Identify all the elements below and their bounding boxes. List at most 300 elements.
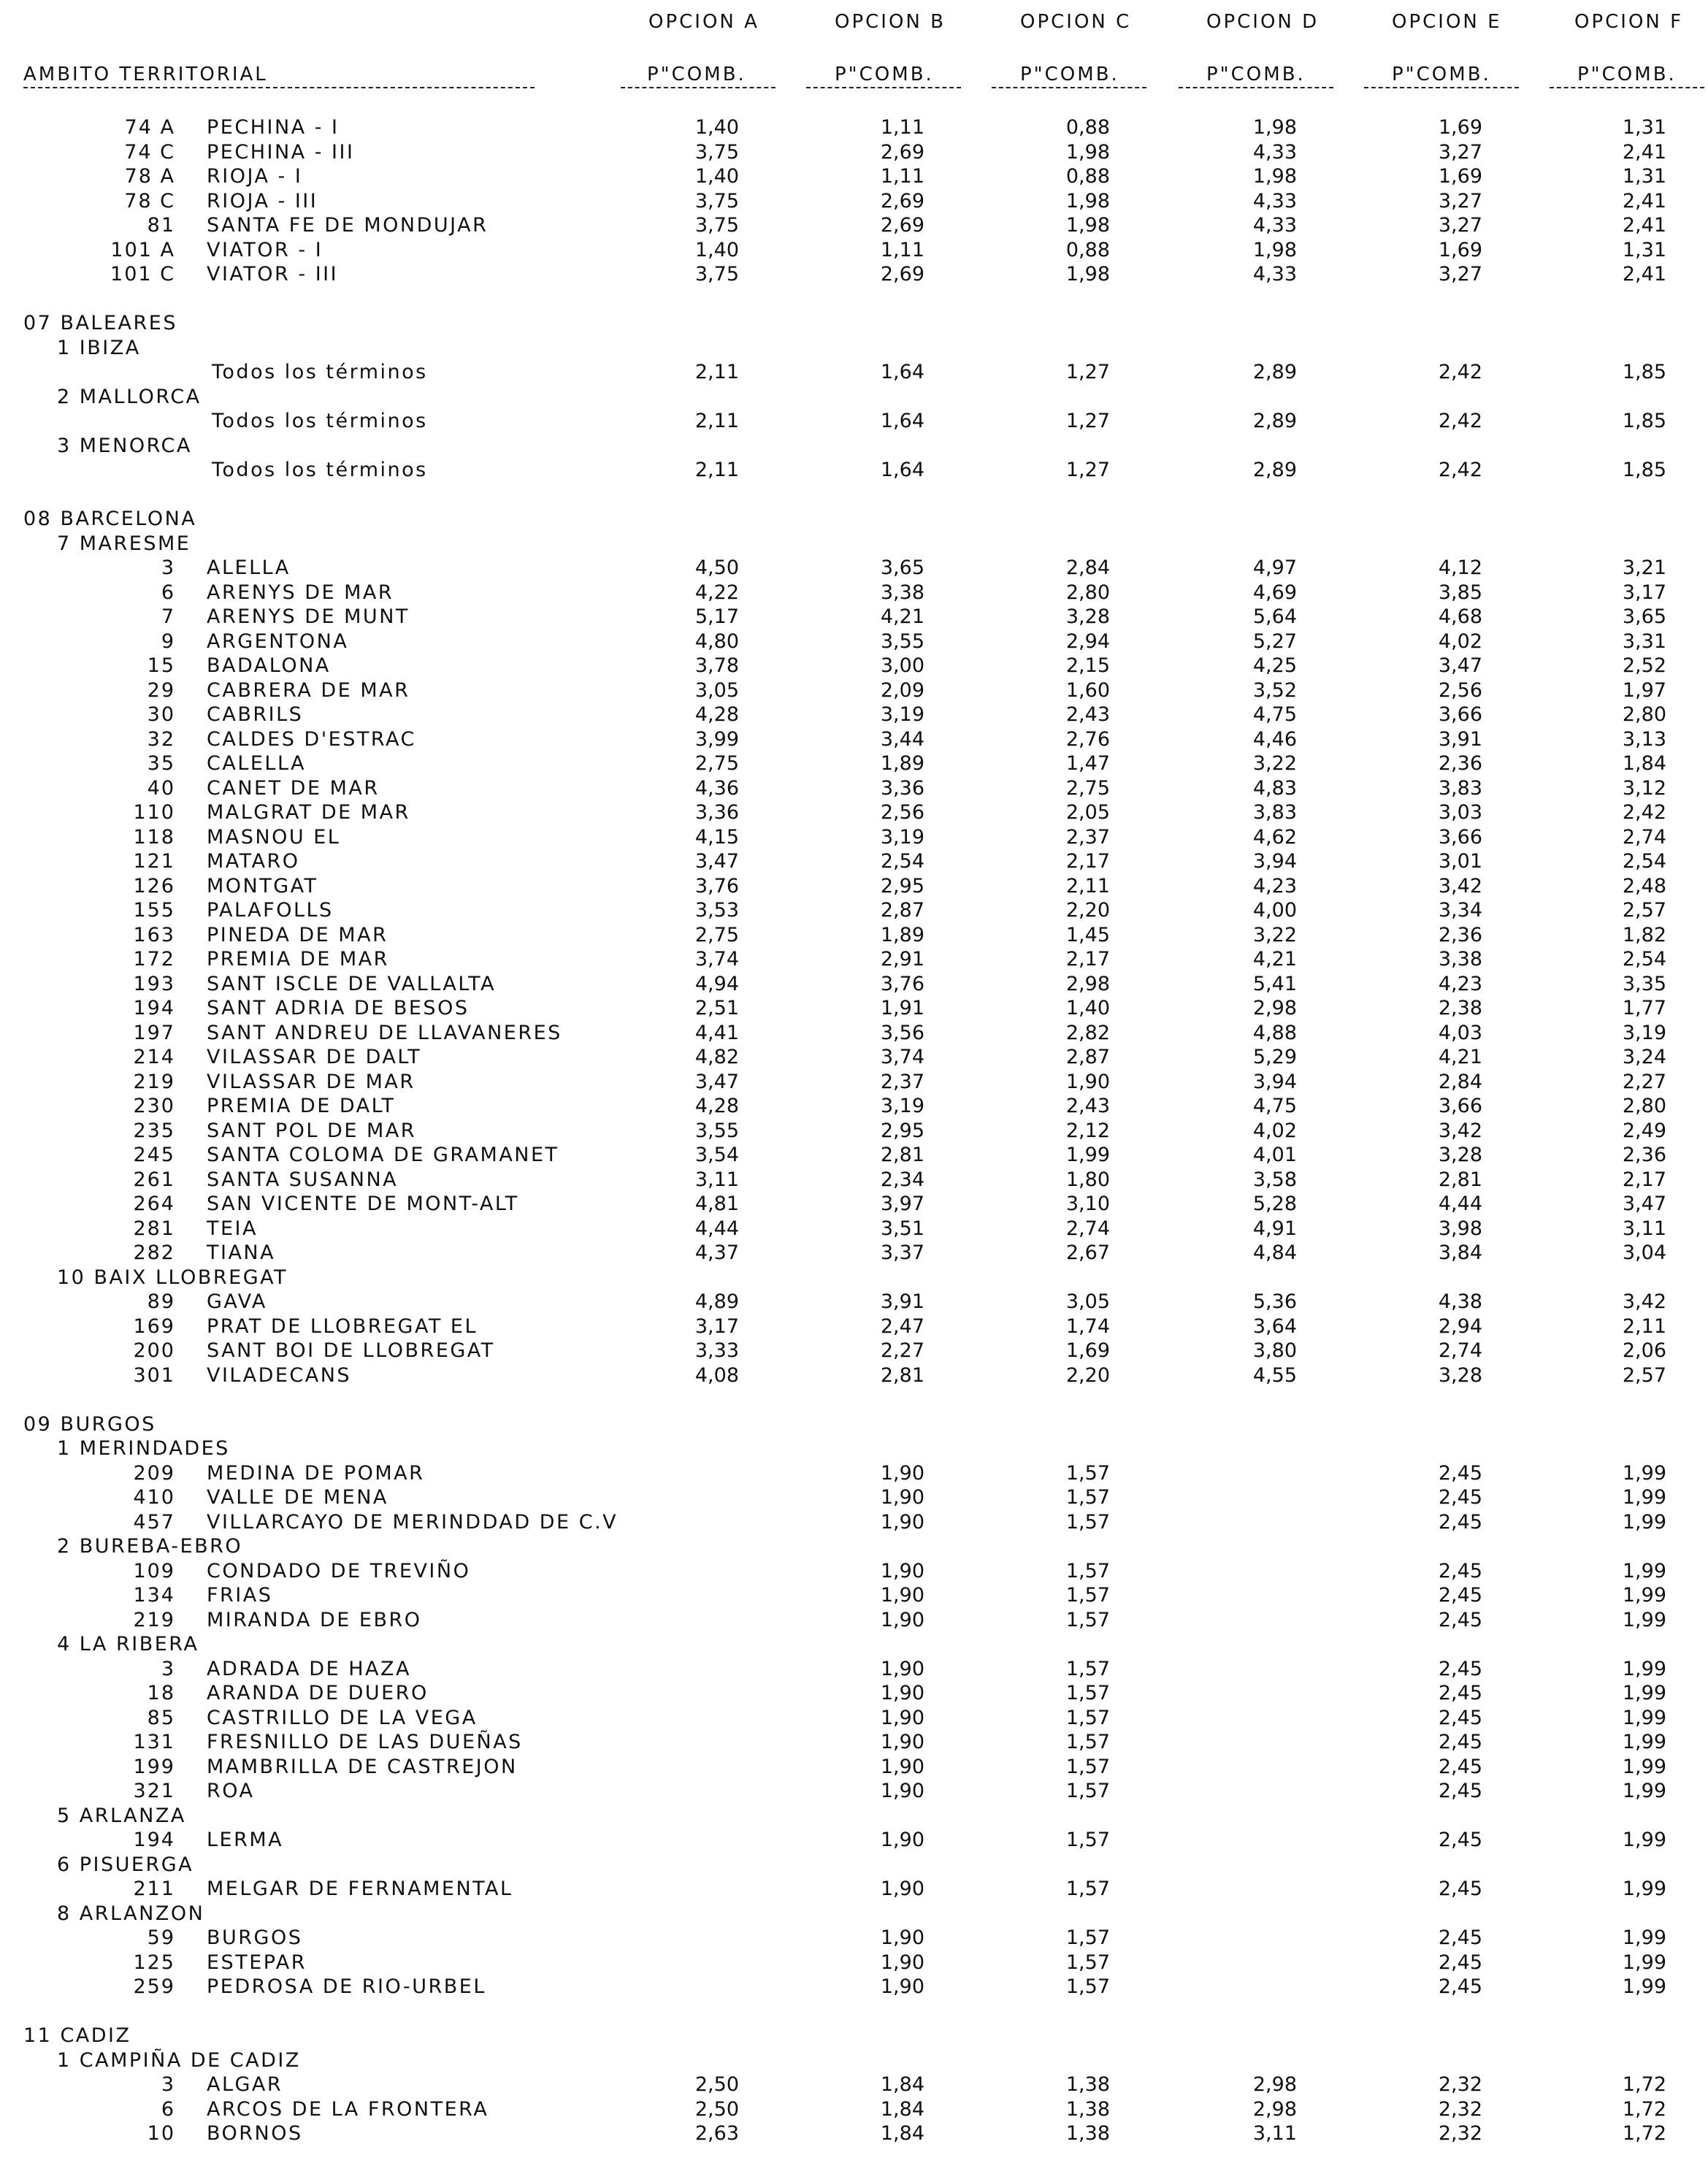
value-option-c: 1,57	[1065, 1706, 1110, 1729]
value-option-d: 2,98	[1252, 997, 1297, 1019]
municipality-name: CONDADO DE TREVIÑO	[207, 1559, 471, 1582]
value-option-b: 1,90	[880, 1780, 924, 1802]
municipality-code: 78 C	[124, 189, 175, 213]
value-option-e: 3,98	[1438, 1217, 1482, 1240]
value-option-f: 2,49	[1622, 1119, 1666, 1142]
municipality-name: BURGOS	[207, 1926, 303, 1949]
value-option-c: 1,60	[1065, 678, 1110, 702]
value-option-c: 1,57	[1065, 1461, 1110, 1485]
table-row	[0, 1094, 1708, 1119]
value-option-a: 1,40	[694, 238, 739, 261]
comarca-heading	[0, 1266, 1708, 1290]
table-row	[0, 238, 1708, 263]
value-option-e: 4,68	[1438, 605, 1482, 628]
municipality-name: CANET DE MAR	[207, 776, 380, 800]
value-option-d: 4,00	[1252, 899, 1297, 922]
table-row	[0, 776, 1708, 801]
municipality-name: PECHINA - III	[207, 140, 355, 164]
section-gap	[0, 1388, 1708, 1412]
value-option-f: 1,31	[1622, 238, 1666, 261]
municipality-name: GAVA	[207, 1290, 267, 1313]
value-option-e: 2,45	[1438, 1559, 1482, 1582]
value-option-b: 3,91	[880, 1290, 924, 1313]
value-option-f: 3,47	[1622, 1193, 1666, 1215]
option-e-header: OPCION E	[1392, 11, 1502, 33]
value-option-f: 3,24	[1622, 1046, 1666, 1068]
value-option-c: 2,17	[1065, 948, 1110, 971]
value-option-b: 1,90	[880, 1706, 924, 1729]
header-divider	[806, 87, 961, 88]
value-option-f: 2,06	[1622, 1339, 1666, 1362]
municipality-name: BORNOS	[207, 2122, 303, 2145]
value-option-d: 4,75	[1252, 703, 1297, 726]
header-divider	[1550, 87, 1704, 88]
municipality-name: ALELLA	[207, 556, 291, 579]
value-option-f: 2,80	[1622, 703, 1666, 726]
municipality-code: 40	[147, 776, 175, 800]
value-option-f: 3,31	[1622, 629, 1666, 653]
pcomb-e-header: P"COMB.	[1392, 64, 1491, 85]
municipality-name: MELGAR DE FERNAMENTAL	[207, 1878, 513, 1900]
value-option-d: 4,88	[1252, 1021, 1297, 1044]
municipality-name: SANTA FE DE MONDUJAR	[207, 214, 489, 237]
municipality-code: 3	[161, 556, 175, 579]
value-option-d: 5,41	[1252, 972, 1297, 995]
municipality-code: 193	[133, 972, 175, 995]
value-option-b: 2,95	[880, 1119, 924, 1142]
value-option-e: 2,36	[1438, 752, 1482, 775]
value-option-f: 1,31	[1622, 116, 1666, 139]
value-option-d: 4,01	[1252, 1144, 1297, 1166]
table-row	[0, 1975, 1708, 1999]
municipality-name: SANTA SUSANNA	[207, 1168, 399, 1191]
value-option-c: 1,27	[1065, 459, 1110, 481]
value-option-a: 4,81	[694, 1193, 739, 1215]
table-row	[0, 189, 1708, 214]
municipality-code: 134	[133, 1584, 175, 1607]
value-option-a: 4,28	[694, 1095, 739, 1117]
value-option-c: 2,84	[1065, 556, 1110, 579]
value-option-b: 3,19	[880, 703, 924, 726]
value-option-c: 1,98	[1065, 140, 1110, 164]
municipality-name: PRAT DE LLOBREGAT EL	[207, 1314, 478, 1338]
table-row	[0, 849, 1708, 874]
value-option-d: 4,84	[1252, 1241, 1297, 1264]
pcomb-d-header: P"COMB.	[1206, 64, 1306, 85]
municipality-code: 32	[147, 727, 175, 751]
comarca-label: 2 MALLORCA	[57, 385, 202, 408]
value-option-a: 4,82	[694, 1046, 739, 1068]
value-option-f: 2,17	[1622, 1168, 1666, 1191]
value-option-e: 3,34	[1438, 899, 1482, 922]
value-option-a: 3,05	[694, 678, 739, 702]
value-option-b: 2,87	[880, 899, 924, 922]
comarca-heading	[0, 1853, 1708, 1878]
municipality-name: MATARO	[207, 850, 300, 873]
table-row	[0, 1681, 1708, 1706]
value-option-f: 2,74	[1622, 825, 1666, 849]
value-option-a: 3,33	[694, 1339, 739, 1362]
value-option-d: 5,29	[1252, 1046, 1297, 1068]
value-option-f: 2,41	[1622, 189, 1666, 213]
municipality-code: 85	[147, 1706, 175, 1729]
data-table	[0, 115, 1708, 2146]
municipality-code: 121	[133, 850, 175, 873]
value-option-a: 3,78	[694, 654, 739, 677]
value-option-e: 2,42	[1438, 459, 1482, 481]
table-row	[0, 2072, 1708, 2097]
value-option-b: 1,90	[880, 1829, 924, 1851]
value-option-b: 2,69	[880, 140, 924, 164]
table-row	[0, 1045, 1708, 1070]
comarca-heading	[0, 1804, 1708, 1829]
table-row	[0, 1755, 1708, 1780]
value-option-e: 2,45	[1438, 1608, 1482, 1631]
value-option-d: 4,21	[1252, 948, 1297, 971]
header-divider	[1364, 87, 1519, 88]
value-option-c: 2,94	[1065, 629, 1110, 653]
value-option-a: 3,47	[694, 1070, 739, 1093]
value-option-f: 1,99	[1622, 1829, 1666, 1851]
value-option-c: 2,17	[1065, 850, 1110, 873]
value-option-d: 5,28	[1252, 1193, 1297, 1215]
municipality-code: 6	[161, 2097, 175, 2121]
municipality-name: Todos los términos	[212, 459, 428, 481]
table-row	[0, 1828, 1708, 1853]
municipality-name: MALGRAT DE MAR	[207, 801, 410, 824]
value-option-b: 1,11	[880, 116, 924, 139]
municipality-name: CASTRILLO DE LA VEGA	[207, 1706, 478, 1729]
value-option-a: 2,50	[694, 2097, 739, 2121]
header-divider	[992, 87, 1146, 88]
value-option-b: 1,90	[880, 1486, 924, 1509]
value-option-e: 2,45	[1438, 1682, 1482, 1704]
value-option-b: 3,65	[880, 556, 924, 579]
municipality-code: 101 A	[110, 238, 175, 261]
value-option-e: 3,28	[1438, 1363, 1482, 1387]
option-b-header: OPCION B	[835, 11, 946, 33]
value-option-f: 2,41	[1622, 263, 1666, 286]
table-row	[0, 140, 1708, 165]
value-option-a: 4,80	[694, 629, 739, 653]
value-option-b: 1,90	[880, 1975, 924, 1998]
value-option-b: 2,69	[880, 263, 924, 286]
table-row	[0, 1070, 1708, 1095]
table-row	[0, 629, 1708, 654]
comarca-label: 2 BUREBA-EBRO	[57, 1535, 243, 1558]
value-option-f: 2,54	[1622, 948, 1666, 971]
comarca-heading	[0, 1436, 1708, 1461]
value-option-b: 3,19	[880, 1095, 924, 1117]
value-option-c: 2,37	[1065, 825, 1110, 849]
value-option-d: 4,62	[1252, 825, 1297, 849]
value-option-c: 2,11	[1065, 874, 1110, 897]
value-option-f: 1,99	[1622, 1780, 1666, 1802]
value-option-b: 3,44	[880, 727, 924, 751]
value-option-f: 1,85	[1622, 459, 1666, 481]
section-gap	[0, 483, 1708, 508]
value-option-d: 1,98	[1252, 116, 1297, 139]
value-option-a: 1,40	[694, 116, 739, 139]
municipality-name: MAMBRILLA DE CASTREJON	[207, 1755, 518, 1778]
table-row	[0, 1730, 1708, 1755]
municipality-name: ROA	[207, 1780, 255, 1802]
municipality-code: 172	[133, 948, 175, 971]
value-option-b: 1,90	[880, 1559, 924, 1582]
municipality-code: 209	[133, 1461, 175, 1485]
table-row	[0, 2097, 1708, 2122]
value-option-b: 1,90	[880, 1584, 924, 1607]
municipality-code: 10	[147, 2122, 175, 2145]
municipality-code: 219	[133, 1608, 175, 1631]
value-option-d: 4,25	[1252, 654, 1297, 677]
value-option-f: 1,99	[1622, 1975, 1666, 1998]
value-option-e: 3,83	[1438, 776, 1482, 800]
value-option-f: 2,80	[1622, 1095, 1666, 1117]
municipality-name: TIANA	[207, 1241, 276, 1264]
municipality-name: PALAFOLLS	[207, 899, 334, 922]
municipality-code: 131	[133, 1731, 175, 1753]
value-option-e: 2,32	[1438, 2097, 1482, 2121]
municipality-name: BADALONA	[207, 654, 331, 677]
comarca-label: 6 PISUERGA	[57, 1853, 194, 1876]
value-option-c: 1,27	[1065, 410, 1110, 432]
value-option-c: 1,57	[1065, 1755, 1110, 1778]
value-option-f: 2,57	[1622, 899, 1666, 922]
value-option-e: 2,45	[1438, 1926, 1482, 1949]
value-option-c: 1,45	[1065, 923, 1110, 946]
table-row	[0, 1290, 1708, 1314]
value-option-c: 3,05	[1065, 1290, 1110, 1313]
value-option-f: 2,41	[1622, 214, 1666, 237]
value-option-e: 3,91	[1438, 727, 1482, 751]
header-divider	[1179, 87, 1333, 88]
value-option-f: 1,77	[1622, 997, 1666, 1019]
value-option-c: 1,98	[1065, 263, 1110, 286]
value-option-c: 1,38	[1065, 2122, 1110, 2145]
value-option-e: 3,27	[1438, 189, 1482, 213]
table-row	[0, 1926, 1708, 1951]
comarca-label: 1 IBIZA	[57, 336, 141, 359]
table-row	[0, 1461, 1708, 1486]
value-option-b: 4,21	[880, 605, 924, 628]
value-option-b: 1,64	[880, 459, 924, 481]
comarca-heading	[0, 532, 1708, 556]
value-option-f: 1,72	[1622, 2122, 1666, 2145]
value-option-f: 3,04	[1622, 1241, 1666, 1264]
value-option-d: 5,27	[1252, 629, 1297, 653]
value-option-b: 1,90	[880, 1755, 924, 1778]
value-option-c: 1,38	[1065, 2073, 1110, 2096]
value-option-d: 2,89	[1252, 410, 1297, 432]
value-option-c: 2,15	[1065, 654, 1110, 677]
value-option-b: 1,90	[880, 1951, 924, 1974]
comarca-label: 5 ARLANZA	[57, 1804, 186, 1827]
value-option-c: 2,43	[1065, 1095, 1110, 1117]
value-option-c: 2,12	[1065, 1119, 1110, 1142]
value-option-a: 4,41	[694, 1021, 739, 1044]
value-option-d: 3,94	[1252, 850, 1297, 873]
municipality-code: 163	[133, 923, 175, 946]
value-option-d: 4,97	[1252, 556, 1297, 579]
value-option-c: 2,67	[1065, 1241, 1110, 1264]
value-option-f: 1,99	[1622, 1584, 1666, 1607]
value-option-e: 2,94	[1438, 1314, 1482, 1338]
section-gap	[0, 1999, 1708, 2024]
value-option-c: 1,57	[1065, 1682, 1110, 1704]
value-option-f: 3,35	[1622, 972, 1666, 995]
municipality-code: 457	[133, 1510, 175, 1534]
municipality-name: ESTEPAR	[207, 1951, 307, 1974]
municipality-code: 200	[133, 1339, 175, 1362]
value-option-a: 4,22	[694, 581, 739, 604]
value-option-d: 4,69	[1252, 581, 1297, 604]
value-option-b: 1,90	[880, 1731, 924, 1753]
comarca-heading	[0, 385, 1708, 410]
value-option-e: 2,45	[1438, 1975, 1482, 1998]
municipality-name: Todos los términos	[212, 361, 428, 383]
value-option-a: 3,99	[694, 727, 739, 751]
value-option-d: 4,23	[1252, 874, 1297, 897]
value-option-b: 1,64	[880, 410, 924, 432]
comarca-heading	[0, 336, 1708, 361]
municipality-code: 74 C	[124, 140, 175, 164]
option-d-header: OPCION D	[1206, 11, 1320, 33]
value-option-f: 1,85	[1622, 361, 1666, 383]
table-row	[0, 1192, 1708, 1217]
municipality-code: 15	[147, 654, 175, 677]
table-row	[0, 1657, 1708, 1682]
municipality-name: VILLARCAYO DE MERINDDAD DE C.V	[207, 1510, 619, 1534]
municipality-name: CALELLA	[207, 752, 307, 775]
value-option-a: 3,74	[694, 948, 739, 971]
value-option-e: 2,45	[1438, 1780, 1482, 1802]
value-option-c: 2,87	[1065, 1046, 1110, 1068]
table-row	[0, 1168, 1708, 1193]
value-option-f: 1,99	[1622, 1878, 1666, 1900]
value-option-b: 3,38	[880, 581, 924, 604]
value-option-b: 3,76	[880, 972, 924, 995]
value-option-c: 1,57	[1065, 1731, 1110, 1753]
value-option-d: 3,83	[1252, 801, 1297, 824]
value-option-f: 1,99	[1622, 1682, 1666, 1704]
value-option-e: 3,27	[1438, 140, 1482, 164]
value-option-d: 4,46	[1252, 727, 1297, 751]
value-option-d: 4,55	[1252, 1363, 1297, 1387]
value-option-e: 3,85	[1438, 581, 1482, 604]
value-option-c: 1,57	[1065, 1657, 1110, 1680]
value-option-d: 3,58	[1252, 1168, 1297, 1191]
province-label: 07 BALEARES	[23, 312, 177, 334]
municipality-code: 259	[133, 1975, 175, 1998]
table-row	[0, 1143, 1708, 1168]
municipality-name: CABRERA DE MAR	[207, 678, 410, 702]
value-option-a: 3,75	[694, 189, 739, 213]
table-row	[0, 751, 1708, 776]
municipality-code: 18	[147, 1682, 175, 1704]
municipality-name: CABRILS	[207, 703, 304, 726]
province-heading	[0, 1412, 1708, 1437]
municipality-name: VILASSAR DE MAR	[207, 1070, 415, 1093]
value-option-a: 3,53	[694, 899, 739, 922]
value-option-b: 1,90	[880, 1461, 924, 1485]
value-option-c: 1,99	[1065, 1144, 1110, 1166]
value-option-b: 1,89	[880, 923, 924, 946]
table-row	[0, 360, 1708, 385]
municipality-name: MONTGAT	[207, 874, 318, 897]
table-row	[0, 972, 1708, 997]
municipality-code: 30	[147, 703, 175, 726]
table-row	[0, 1510, 1708, 1535]
value-option-c: 2,98	[1065, 972, 1110, 995]
value-option-a: 3,17	[694, 1314, 739, 1338]
value-option-b: 2,95	[880, 874, 924, 897]
value-option-c: 1,40	[1065, 997, 1110, 1019]
value-option-b: 1,90	[880, 1926, 924, 1949]
value-option-e: 2,45	[1438, 1951, 1482, 1974]
province-heading	[0, 507, 1708, 532]
pcomb-a-header: P"COMB.	[647, 64, 746, 85]
table-row	[0, 923, 1708, 948]
municipality-name: SANTA COLOMA DE GRAMANET	[207, 1144, 559, 1166]
municipality-name: ARCOS DE LA FRONTERA	[207, 2097, 489, 2121]
value-option-e: 4,38	[1438, 1290, 1482, 1313]
value-option-e: 2,45	[1438, 1878, 1482, 1900]
value-option-e: 2,36	[1438, 923, 1482, 946]
value-option-a: 3,11	[694, 1168, 739, 1191]
table-row	[0, 1241, 1708, 1266]
municipality-name: VILASSAR DE DALT	[207, 1046, 422, 1068]
value-option-b: 2,34	[880, 1168, 924, 1191]
value-option-f: 3,11	[1622, 1217, 1666, 1240]
value-option-e: 2,45	[1438, 1510, 1482, 1534]
value-option-d: 1,98	[1252, 238, 1297, 261]
municipality-code: 235	[133, 1119, 175, 1142]
value-option-f: 3,65	[1622, 605, 1666, 628]
value-option-b: 3,19	[880, 825, 924, 849]
option-f-header: OPCION F	[1574, 11, 1684, 33]
pcomb-f-header: P"COMB.	[1577, 64, 1677, 85]
municipality-name: ARANDA DE DUERO	[207, 1682, 429, 1704]
municipality-name: SAN VICENTE DE MONT-ALT	[207, 1193, 519, 1215]
value-option-d: 4,75	[1252, 1095, 1297, 1117]
comarca-label: 10 BAIX LLOBREGAT	[57, 1266, 288, 1289]
municipality-name: PECHINA - I	[207, 116, 340, 139]
value-option-e: 2,32	[1438, 2122, 1482, 2145]
value-option-f: 1,97	[1622, 678, 1666, 702]
municipality-code: 264	[133, 1193, 175, 1215]
value-option-d: 4,33	[1252, 214, 1297, 237]
value-option-f: 1,99	[1622, 1657, 1666, 1680]
table-row	[0, 1339, 1708, 1363]
municipality-code: 219	[133, 1070, 175, 1093]
value-option-e: 2,45	[1438, 1755, 1482, 1778]
value-option-c: 1,57	[1065, 1608, 1110, 1631]
value-option-f: 1,99	[1622, 1926, 1666, 1949]
value-option-c: 1,80	[1065, 1168, 1110, 1191]
value-option-e: 2,45	[1438, 1461, 1482, 1485]
value-option-c: 3,10	[1065, 1193, 1110, 1215]
value-option-b: 1,84	[880, 2073, 924, 2096]
value-option-a: 2,50	[694, 2073, 739, 2096]
municipality-name: Todos los términos	[212, 410, 428, 432]
value-option-e: 4,02	[1438, 629, 1482, 653]
value-option-e: 2,84	[1438, 1070, 1482, 1093]
value-option-a: 2,11	[694, 410, 739, 432]
value-option-c: 2,76	[1065, 727, 1110, 751]
value-option-b: 2,47	[880, 1314, 924, 1338]
value-option-f: 2,52	[1622, 654, 1666, 677]
